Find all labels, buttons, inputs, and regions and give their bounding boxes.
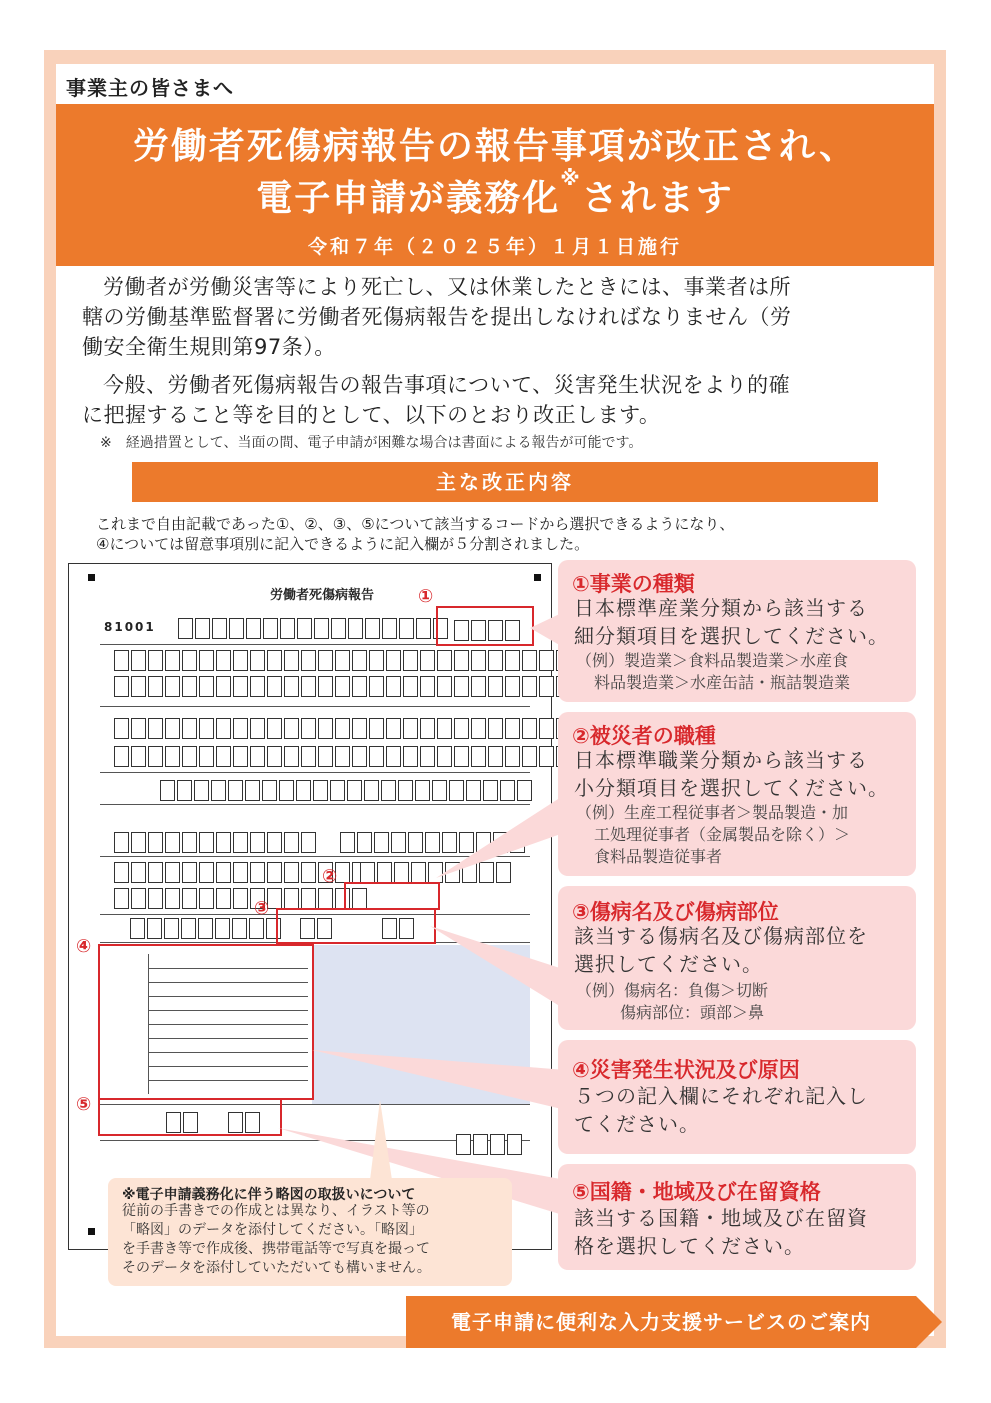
- callout-2-body-line: 日本標準職業分類から該当する: [574, 748, 868, 772]
- callout-1-example-line: 料品製造業＞水産缶詰・瓶詰製造業: [594, 673, 851, 692]
- callout-3-body-line: 選択してください。: [574, 952, 763, 976]
- callout-5-title: ⑤国籍・地域及び在留資格: [572, 1180, 821, 1204]
- marker-4: ④: [76, 936, 92, 957]
- effective-date: 令和７年（２０２５年）１月１日施行: [307, 236, 682, 258]
- callout-1-body: [574, 594, 889, 650]
- title-line2-end: されます: [581, 178, 734, 219]
- callout-4-body: [574, 1082, 868, 1138]
- support-service-banner-label[interactable]: 電子申請に便利な入力支援サービスのご案内: [451, 1310, 871, 1334]
- callout-2-body-line: 小分類項目を選択してください。: [574, 776, 889, 800]
- sketch-note-line: 従前の手書きでの作成とは異なり、イラスト等の: [122, 1203, 430, 1219]
- marker-5: ⑤: [76, 1094, 92, 1115]
- callout-4-title: ④災害発生状況及び原因: [572, 1058, 800, 1082]
- transition-note: ※ 経過措置として、当面の間、電子申請が困難な場合は書面による報告が可能です。: [100, 435, 643, 451]
- callout-2-example: [576, 802, 850, 868]
- para1-line3: 働安全衛生規則第97条）。: [82, 335, 336, 359]
- callout-2-example-line: 食料品製造従事者: [594, 847, 723, 866]
- connector-3: [430, 926, 566, 1010]
- main-title-line1: 労働者死傷病報告の報告事項が改正され、: [132, 126, 858, 167]
- para2-line2: に把握すること等を目的として、以下のとおり改正します。: [82, 403, 661, 427]
- marker-3: ③: [254, 898, 270, 919]
- banner-arrow-icon: [916, 1296, 942, 1348]
- para1-line1: 労働者が労働災害等により死亡し、又は休業したときには、事業者は所: [103, 275, 791, 299]
- callout-1-example-line: （例）製造業＞食料品製造業＞水産食: [576, 651, 849, 670]
- sketch-note-body: [122, 1202, 431, 1278]
- callout-1-example: [576, 650, 850, 694]
- callout-2-title: ②被災者の職種: [572, 724, 716, 748]
- audience-label: 事業主の皆さまへ: [66, 76, 234, 100]
- para1-line2: 轄の労働基準監督署に労働者死傷病報告を提出しなければなりません（労: [82, 305, 792, 329]
- callout-3-example-line: 傷病部位：頭部＞鼻: [620, 1003, 765, 1022]
- form-code: 81001: [104, 620, 156, 634]
- sketch-note-line: そのデータを添付していただいても構いません。: [122, 1260, 431, 1276]
- sketch-note-title: ※電子申請義務化に伴う略図の取扱いについて: [122, 1187, 416, 1203]
- callout-5-body-line: 格を選択してください。: [574, 1234, 805, 1258]
- sketch-note-line: を手書き等で作成後、携帯電話等で写真を撮って: [122, 1241, 430, 1257]
- callout-3-example-line: （例）傷病名：負傷＞切断: [576, 981, 769, 1000]
- connector-sketch: [370, 1100, 392, 1180]
- connector-2: [436, 790, 572, 878]
- callout-4-body-line: ５つの記入欄にそれぞれ記入し: [574, 1084, 868, 1108]
- callout-4-body-line: てください。: [574, 1112, 700, 1136]
- callout-2-example-line: （例）生産工程従事者＞製品製造・加: [576, 803, 849, 822]
- para2-line1: 今般、労働者死傷病報告の報告事項について、災害発生状況をより的確: [103, 373, 791, 397]
- callout-3-example: [576, 980, 768, 1024]
- callout-3-body: [574, 922, 868, 978]
- marker-1: ①: [418, 586, 434, 607]
- marker-2: ②: [322, 866, 338, 887]
- callout-1-body-line: 細分類項目を選択してください。: [574, 624, 889, 648]
- callout-3-body-line: 該当する傷病名及び傷病部位を: [574, 924, 868, 948]
- callout-5-body-line: 該当する国籍・地域及び在留資: [574, 1206, 868, 1230]
- callout-2-body: [574, 746, 889, 802]
- intro-line1: これまで自由記載であった①、②、③、⑤について該当するコードから選択できるようになり、: [96, 515, 735, 533]
- connector-4: [312, 1050, 566, 1110]
- title-line2-start: 電子申請が義務化: [256, 178, 561, 219]
- title-footnote-mark: ※: [560, 166, 582, 190]
- callout-5-body: [574, 1204, 868, 1260]
- section-title: 主な改正内容: [132, 462, 878, 502]
- callout-3-title: ③傷病名及び傷病部位: [572, 900, 779, 924]
- sketch-note-line: 「略図」のデータを添付してください。「略図」: [122, 1222, 423, 1238]
- callout-1-body-line: 日本標準産業分類から該当する: [574, 596, 868, 620]
- callout-2-example-line: 工処理従事者（金属製品を除く）＞: [594, 825, 851, 844]
- intro-line2: ④については留意事項別に記入できるように記入欄が５分割されました。: [96, 535, 590, 553]
- callout-1-title: ①事業の種類: [572, 572, 695, 596]
- form-title: 労働者死傷病報告: [270, 588, 375, 603]
